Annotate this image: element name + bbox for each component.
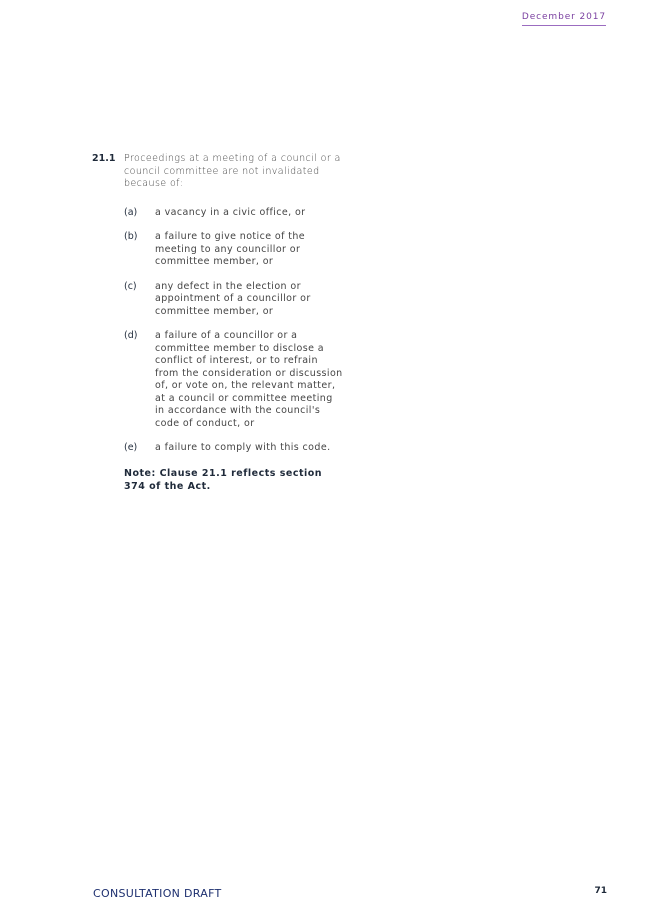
clause-note: Note: Clause 21.1 reflects section 374 of the Act.	[124, 467, 323, 492]
item-text: a vacancy in a civic office, or	[155, 206, 306, 218]
header-date: December 2017	[522, 12, 606, 26]
list-item	[124, 231, 352, 269]
item-text: a failure to comply with this code.	[155, 442, 331, 453]
item-text: a failure of a councillor or a committee member to disclose a conflict of interest, or to refrain from the consideration or discussion of, or vote on, the relevant matter, at a council or committee meeting in accordance with the council's code of conduct, or	[155, 330, 343, 429]
item-letter: (e)	[124, 442, 138, 453]
list-item	[124, 207, 352, 220]
clause-items-list	[124, 207, 352, 455]
item-text: a failure to give notice of the meeting to any councillor or committee member, or	[155, 231, 306, 267]
item-letter: (b)	[124, 231, 138, 242]
clause-heading-row	[92, 153, 352, 191]
footer-title: CONSULTATION DRAFT	[93, 887, 222, 900]
item-letter: (d)	[124, 330, 138, 341]
clause-number: 21.1	[92, 153, 116, 164]
item-text: any defect in the election or appointment of a councillor or committee member, or	[155, 280, 311, 317]
item-letter: (c)	[124, 280, 137, 292]
list-item	[124, 330, 352, 430]
page-number: 71	[594, 886, 607, 896]
clause-21-1	[92, 153, 352, 493]
list-item	[124, 442, 352, 455]
item-letter: (a)	[124, 206, 138, 218]
list-item	[124, 281, 352, 319]
clause-text: Proceedings at a meeting of a council or a council committee are not invalidated because of:	[124, 153, 341, 189]
